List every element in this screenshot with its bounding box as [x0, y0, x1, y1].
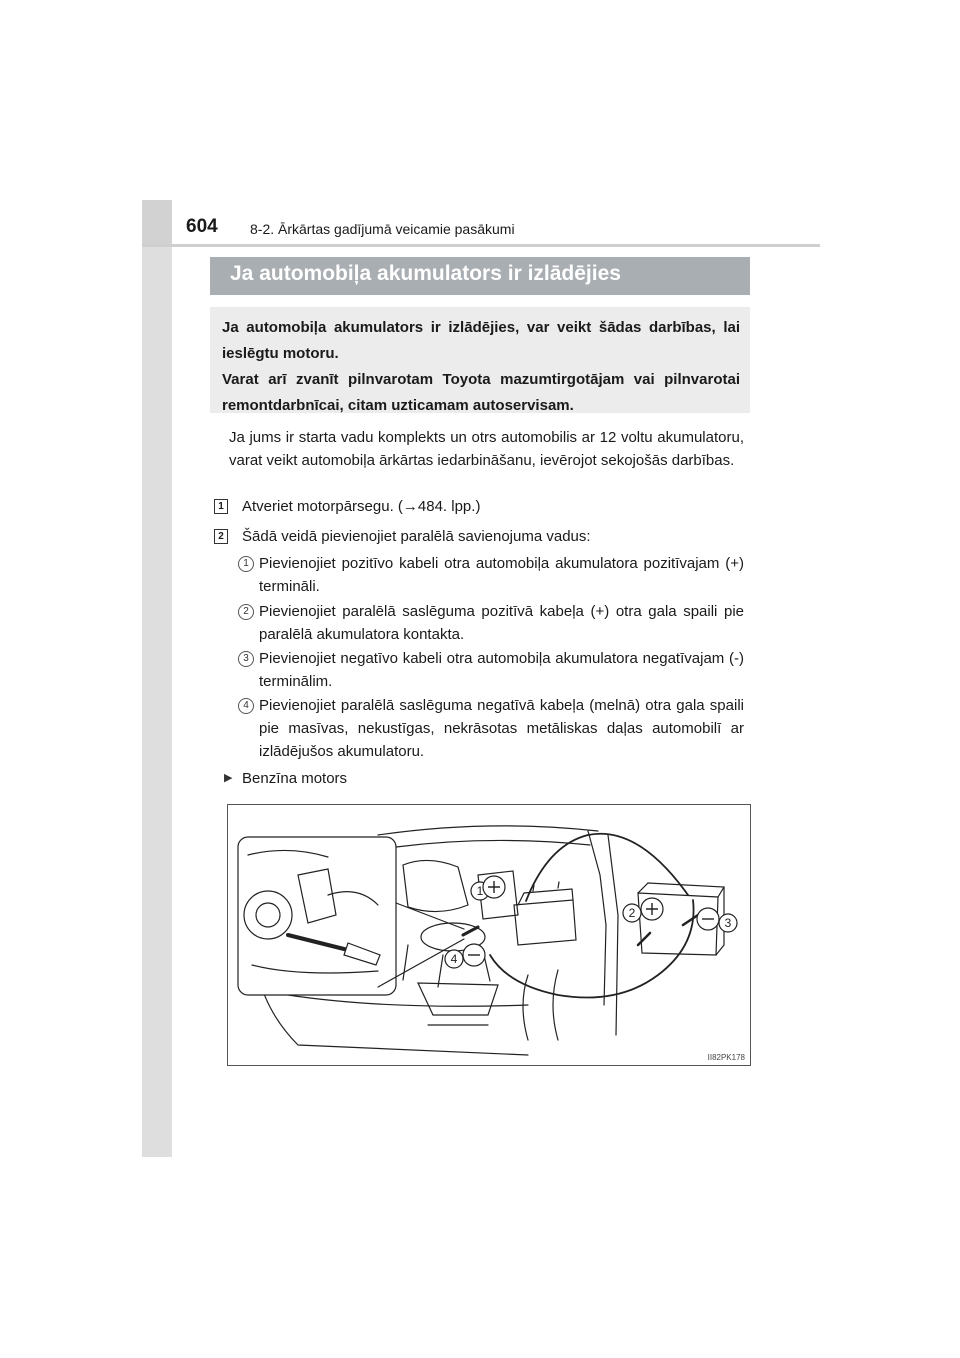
substep-text: Pievienojiet paralēlā saslēguma pozitīvā kabeļa (+) otra gala spaili pie paralēlā akumulatora kontakta. [259, 603, 744, 643]
callout-label: 2 [628, 906, 636, 920]
page-number: 604 [186, 216, 218, 237]
side-strip-cap [142, 200, 172, 245]
substep-marker: 1 [238, 556, 254, 572]
triangle-right-icon: ▶ [224, 772, 233, 784]
step-marker: 1 [214, 499, 228, 514]
section-header: 8-2. Ārkārtas gadījumā veicamie pasākumi [250, 221, 515, 237]
step-text: Šādā veidā pievienojiet paralēlā savienojuma vadus: [242, 528, 591, 545]
summary-box [210, 307, 750, 413]
title-bar [210, 257, 750, 295]
substep-marker: 3 [238, 651, 254, 667]
summary-line: Ja automobiļa akumulators ir izlādējies, var veikt šādas darbības, lai ieslēgtu motoru. [222, 319, 740, 362]
substep-marker: 4 [238, 698, 254, 714]
side-strip [142, 200, 172, 1157]
substep-marker: 2 [238, 604, 254, 620]
engine-bay-illustration [227, 804, 751, 1066]
callout-label: 1 [476, 884, 484, 898]
bullet-text: Benzīna motors [242, 770, 348, 787]
summary-line: Varat arī zvanīt pilnvarotam Toyota mazumtirgotājam vai pilnvarotai remontdarbnīcai, citam uzticamam autoservisam. [222, 371, 740, 414]
callout-label: 3 [724, 916, 732, 930]
step-text: Atveriet motorpārsegu. (→484. lpp.) [242, 498, 481, 515]
figure-code: II82PK178 [707, 1053, 745, 1062]
header-rule [142, 244, 820, 247]
jump-start-diagram [228, 805, 750, 1065]
callout-label: 4 [450, 952, 458, 966]
page-title: Ja automobiļa akumulators ir izlādējies [230, 262, 621, 285]
intro-paragraph: Ja jums ir starta vadu komplekts un otrs automobilis ar 12 voltu akumulatoru, varat veikt automobiļa ārkārtas iedarbināšanu, ievērojot sekojošās darbības. [229, 429, 744, 469]
substep-text: Pievienojiet pozitīvo kabeli otra automobiļa akumulatora pozitīvajam (+) termināli. [259, 555, 744, 595]
step-marker: 2 [214, 529, 228, 544]
substep-text: Pievienojiet negatīvo kabeli otra automobiļa akumulatora negatīvajam (-) terminālim. [259, 650, 744, 690]
substep-text: Pievienojiet paralēlā saslēguma negatīvā kabeļa (melnā) otra gala spaili pie masīvas, nekustīgas, nekrāsotas metāliskas daļas automobilī ar izlādējušos akumulatoru. [259, 697, 744, 760]
